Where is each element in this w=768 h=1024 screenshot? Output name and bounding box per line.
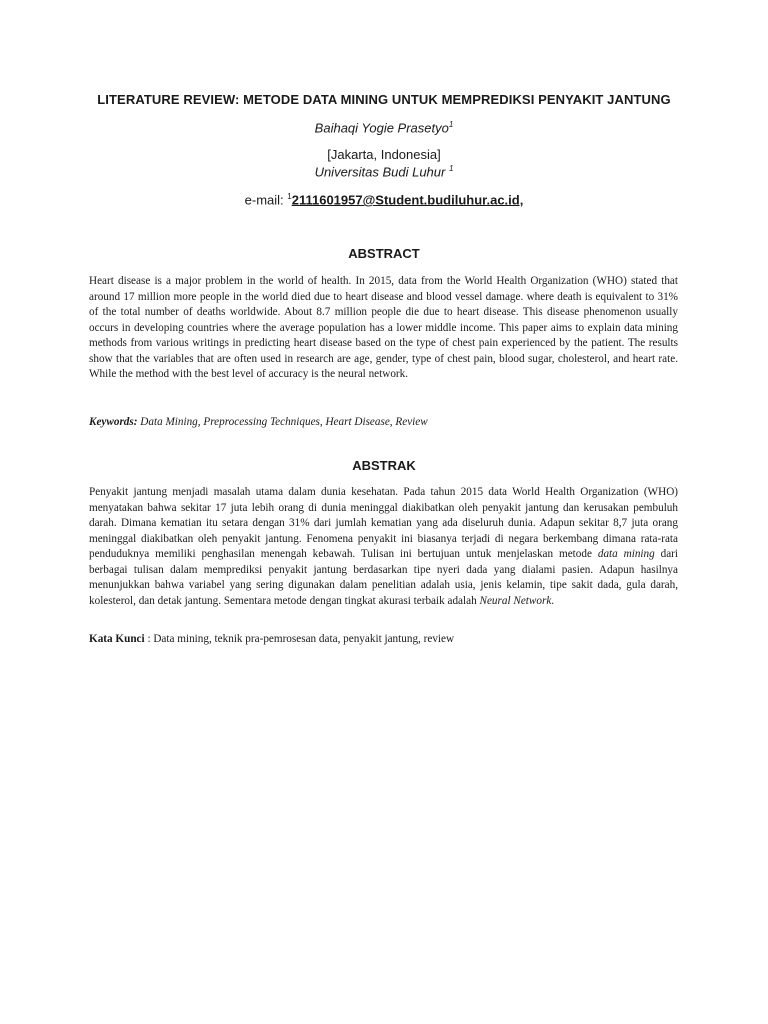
abstract-heading: ABSTRACT [348,246,420,261]
email-address-link[interactable]: 2111601957@Student.budiluhur.ac.id, [291,192,524,208]
abstrak-term-neural-network: Neural Network [479,594,552,607]
abstract-body: Heart disease is a major problem in the world of health. In 2015, data from the World Health Organization (WHO) stated that around 17 million more people in the world died due to heart disease and blood vessel damage. where death is equivalent to 31% of the total number of deaths worldwide. About 8.7 million people die due to heart disease. This disease phenomenon usually occurs in developing countries where the average population has a lower middle income. This paper aims to explain data mining methods from various writings in predicting heart disease based on the type of chest pain experienced by the patient. The results show that the variables that are often used in research are age, gender, type of chest pain, blood sugar, cholesterol, and heart rate. While the method with the best level of accuracy is the neural network. [89,275,678,380]
kata-kunci-label: Kata Kunci [89,633,145,645]
abstrak-text-part2: dari berbagai tulisan dalam memprediksi penyakit jantung berdasarkan tipe nyeri dada yang dialami pasien. Adapun hasilnya menunjukkan bahwa variabel yang sering digunakan dalam penelitian adalah usia, jenis kelamin, tipe sakit dada, gula darah, kolesterol, dan detak jantung. Sementara metode dengan tingkat akurasi terbaik adalah [89,548,679,607]
keywords-line [89,415,689,431]
abstrak-body [89,485,678,609]
keywords-label: Keywords: [89,416,138,428]
author-location: [Jakarta, Indonesia] [327,147,441,162]
author-name: Baihaqi Yogie Prasetyo [314,120,449,136]
email-label: e-mail: [244,192,288,208]
university-name: Universitas Budi Luhur [314,164,446,180]
author-affiliation-mark: 1 [448,120,454,129]
university-line [0,164,768,179]
abstrak-heading: ABSTRAK [352,458,416,473]
abstrak-term-data-mining: data mining [597,548,655,560]
keywords-text: Data Mining, Preprocessing Techniques, Heart Disease, Review [137,416,428,428]
abstrak-text-part1: Penyakit jantung menjadi masalah utama dalam dunia kesehatan. Pada tahun 2015 data World Health Organization (WHO) menyatakan bahwa sekitar 17 juta lebih orang di dunia meninggal diakibatkan oleh penyakit jantung dan kerusakan pembuluh darah. Dimana kematian itu setara dengan 31% dari jumlah kematian yang ada diseluruh dunia. Adapun sekitar 8,7 juta orang meninggal diakibatkan oleh penyakit jantung. Fenomena penyakit ini biasanya terjadi di negara berkembang dimana rata-rata penduduknya memiliki penghasilan menengah kebawah. Tulisan ini bertujuan untuk menjelaskan metode [89,486,678,560]
email-line [0,192,768,207]
author-line [0,120,768,135]
email-affiliation-mark: 1 [287,192,292,201]
paper-title: LITERATURE REVIEW: METODE DATA MINING UNTUK MEMPREDIKSI PENYAKIT JANTUNG [97,92,671,107]
abstrak-text-part3: . [551,594,555,607]
kata-kunci-line [89,632,689,648]
kata-kunci-text: : Data mining, teknik pra-pemrosesan data, penyakit jantung, review [144,633,455,645]
university-affiliation-mark: 1 [448,164,454,173]
